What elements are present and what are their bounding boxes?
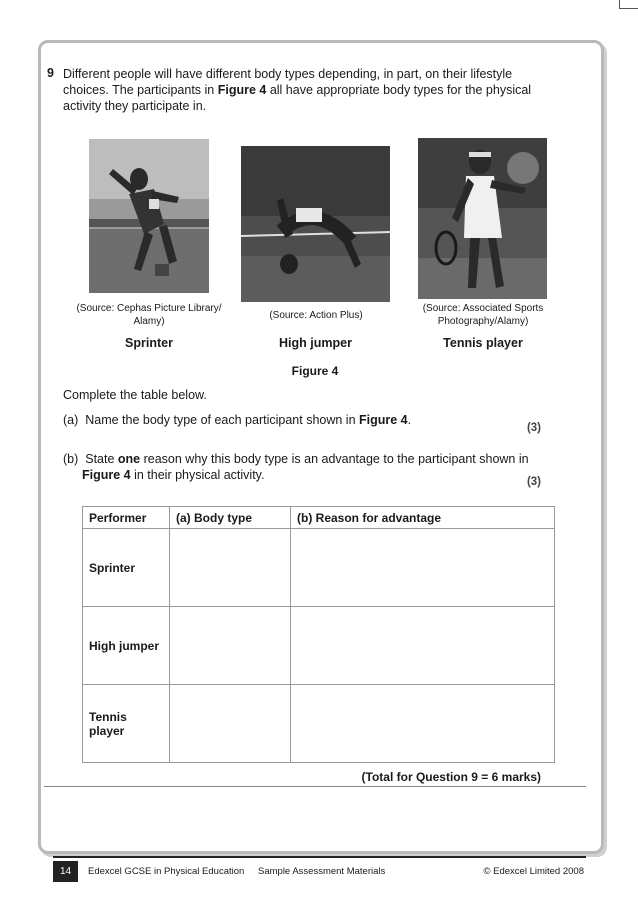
question-total: (Total for Question 9 = 6 marks)	[361, 770, 541, 784]
performer-cell: Sprinter	[83, 529, 170, 607]
part-a: (a) Name the body type of each participant shown in Figure 4.	[63, 413, 412, 427]
part-b-marks: (3)	[526, 476, 541, 488]
reason-answer-cell[interactable]	[291, 685, 555, 763]
performer-cell: High jumper	[83, 607, 170, 685]
sprinter-photo	[89, 139, 209, 293]
tennis-player-photo	[418, 138, 547, 299]
figure-title: Figure 4	[291, 364, 339, 378]
page-number: 14	[53, 861, 78, 882]
header-reason: (b) Reason for advantage	[291, 507, 555, 529]
question-number: 9	[47, 66, 54, 80]
crop-mark	[619, 0, 638, 9]
table-header-row	[83, 507, 555, 529]
high-jumper-photo	[241, 146, 390, 302]
figure-caption-high-jumper: (Source: Action Plus)	[269, 310, 363, 321]
figure-label-sprinter: Sprinter	[125, 336, 173, 350]
part-a-marks: (3)	[526, 422, 541, 434]
body-type-answer-cell[interactable]	[170, 529, 291, 607]
footer-doc: Sample Assessment Materials	[258, 866, 386, 877]
figure-label-high-jumper: High jumper	[279, 336, 352, 350]
reason-answer-cell[interactable]	[291, 607, 555, 685]
figure-caption-sprinter: (Source: Cephas Picture Library/ Alamy)	[76, 303, 222, 327]
performer-cell: Tennis player	[83, 685, 170, 763]
instruction: Complete the table below.	[63, 388, 207, 402]
footer-course: Edexcel GCSE in Physical Education	[88, 866, 245, 877]
table-row	[83, 529, 555, 607]
answer-table	[82, 506, 555, 763]
figure-label-tennis: Tennis player	[443, 336, 523, 350]
reason-answer-cell[interactable]	[291, 529, 555, 607]
figure-caption-tennis: (Source: Associated Sports Photography/Alamy)	[422, 303, 544, 327]
footer-divider	[53, 856, 586, 858]
footer-copyright: © Edexcel Limited 2008	[483, 866, 584, 877]
header-body-type: (a) Body type	[170, 507, 291, 529]
body-type-answer-cell[interactable]	[170, 685, 291, 763]
body-type-answer-cell[interactable]	[170, 607, 291, 685]
part-b: (b) State one reason why this body type is an advantage to the participant shown in Figure 4 in their physical activity.	[63, 452, 529, 482]
total-divider	[44, 786, 586, 787]
table-row	[83, 685, 555, 763]
table-row	[83, 607, 555, 685]
header-performer: Performer	[83, 507, 170, 529]
question-text: Different people will have different body types depending, in part, on their lifestyle choices. The participants in Figure 4 all have appropriate body types for the physical activity they participate in.	[63, 67, 532, 113]
